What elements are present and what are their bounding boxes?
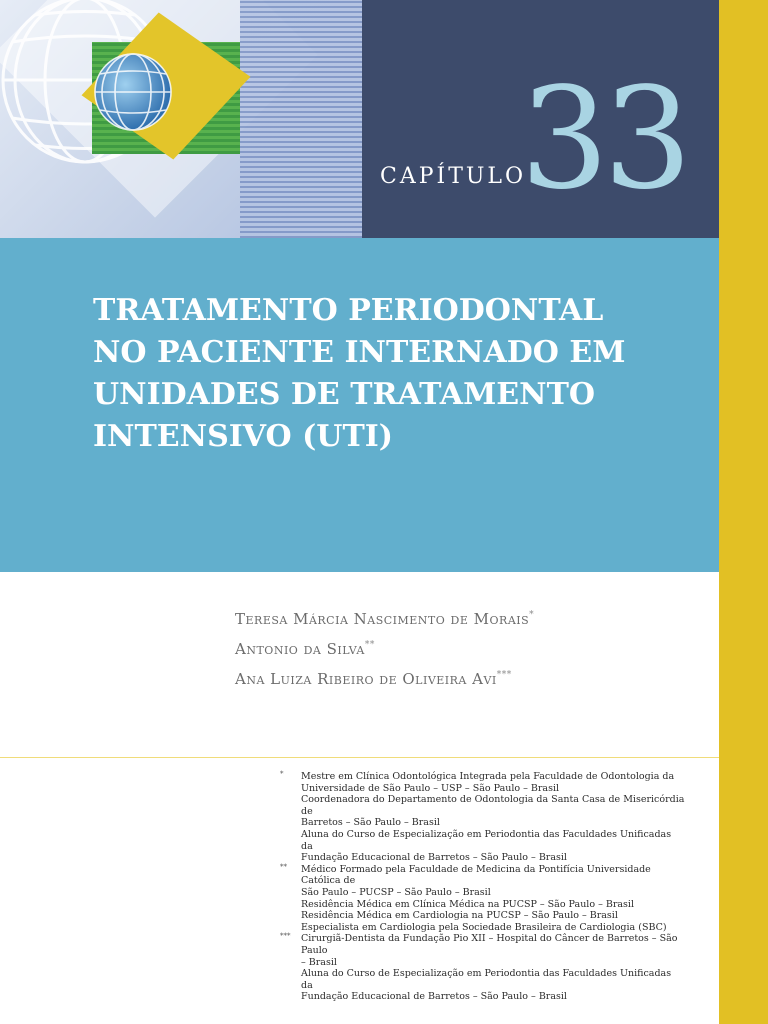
footnote-line: São Paulo – PUCSP – São Paulo – Brasil — [301, 886, 491, 898]
footnote-line: Residência Médica em Cardiologia na PUCSP – São Paulo – Brasil — [301, 910, 618, 922]
footnote-divider — [0, 757, 719, 758]
footnote — [280, 771, 685, 864]
header-emblem — [0, 0, 362, 238]
footnote-line: Especialista em Cardiologia pela Sociedade Brasileira de Cardiologia (SBC) — [301, 921, 667, 933]
chapter-panel — [362, 0, 719, 238]
chapter-label: CAPÍTULO — [380, 164, 527, 189]
author-name: Antonio da Silva — [235, 640, 365, 658]
author — [235, 602, 534, 632]
author-list — [235, 602, 534, 692]
author-name: Ana Luiza Ribeiro de Oliveira Avi — [235, 670, 497, 688]
chapter-title — [93, 290, 693, 458]
footnote-mark: ** — [280, 862, 287, 871]
author — [235, 632, 534, 662]
footnote-line: Universidade de São Paulo – USP – São Paulo – Brasil — [301, 782, 560, 794]
footnote-line: Coordenadora do Departamento de Odontologia da Santa Casa de Misericórdia de — [301, 794, 685, 817]
chapter-title-line: UNIDADES DE TRATAMENTO — [93, 377, 596, 412]
chapter-title-line: TRATAMENTO PERIODONTAL — [93, 293, 604, 328]
side-accent-bar — [719, 0, 768, 1024]
footnote-line: Fundação Educacional de Barretos – São Paulo – Brasil — [301, 852, 567, 864]
footnote-line: Mestre em Clínica Odontológica Integrada pela Faculdade de Odontologia da — [301, 771, 675, 782]
footnote-mark: *** — [280, 932, 291, 941]
footnote-line: Residência Médica em Clínica Médica na PUCSP – São Paulo – Brasil — [301, 898, 634, 910]
footnote-line: Barretos – São Paulo – Brasil — [301, 817, 440, 829]
chapter-number: 33 — [520, 58, 687, 221]
footnote-line: Cirurgiã-Dentista da Fundação Pio XII – Hospital do Câncer de Barretos – São Paulo — [301, 933, 678, 956]
author-mark: *** — [496, 670, 512, 680]
author-mark: ** — [364, 640, 375, 650]
chapter-title-line: NO PACIENTE INTERNADO EM — [93, 335, 626, 370]
footnote-line: – Brasil — [301, 956, 337, 968]
footnotes — [280, 771, 685, 1003]
footnote-line: Aluna do Curso de Especialização em Periodontia das Faculdades Unificadas da — [301, 828, 672, 852]
author — [235, 662, 534, 692]
footnote-line: Médico Formado pela Faculdade de Medicina da Pontifícia Universidade Católica de — [301, 863, 651, 887]
author-mark: * — [529, 610, 535, 620]
footnote-line: Aluna do Curso de Especialização em Periodontia das Faculdades Unificadas da — [301, 968, 672, 991]
title-band — [0, 238, 719, 572]
author-name: Teresa Márcia Nascimento de Morais — [235, 610, 530, 628]
chapter-title-line: INTENSIVO (UTI) — [93, 419, 393, 454]
footnote — [280, 933, 685, 1003]
footnote-mark: * — [280, 770, 284, 778]
flag-globe-icon — [0, 0, 362, 238]
footnote-line: Fundação Educacional de Barretos – São Paulo – Brasil — [301, 991, 567, 1003]
footnote — [280, 864, 685, 934]
